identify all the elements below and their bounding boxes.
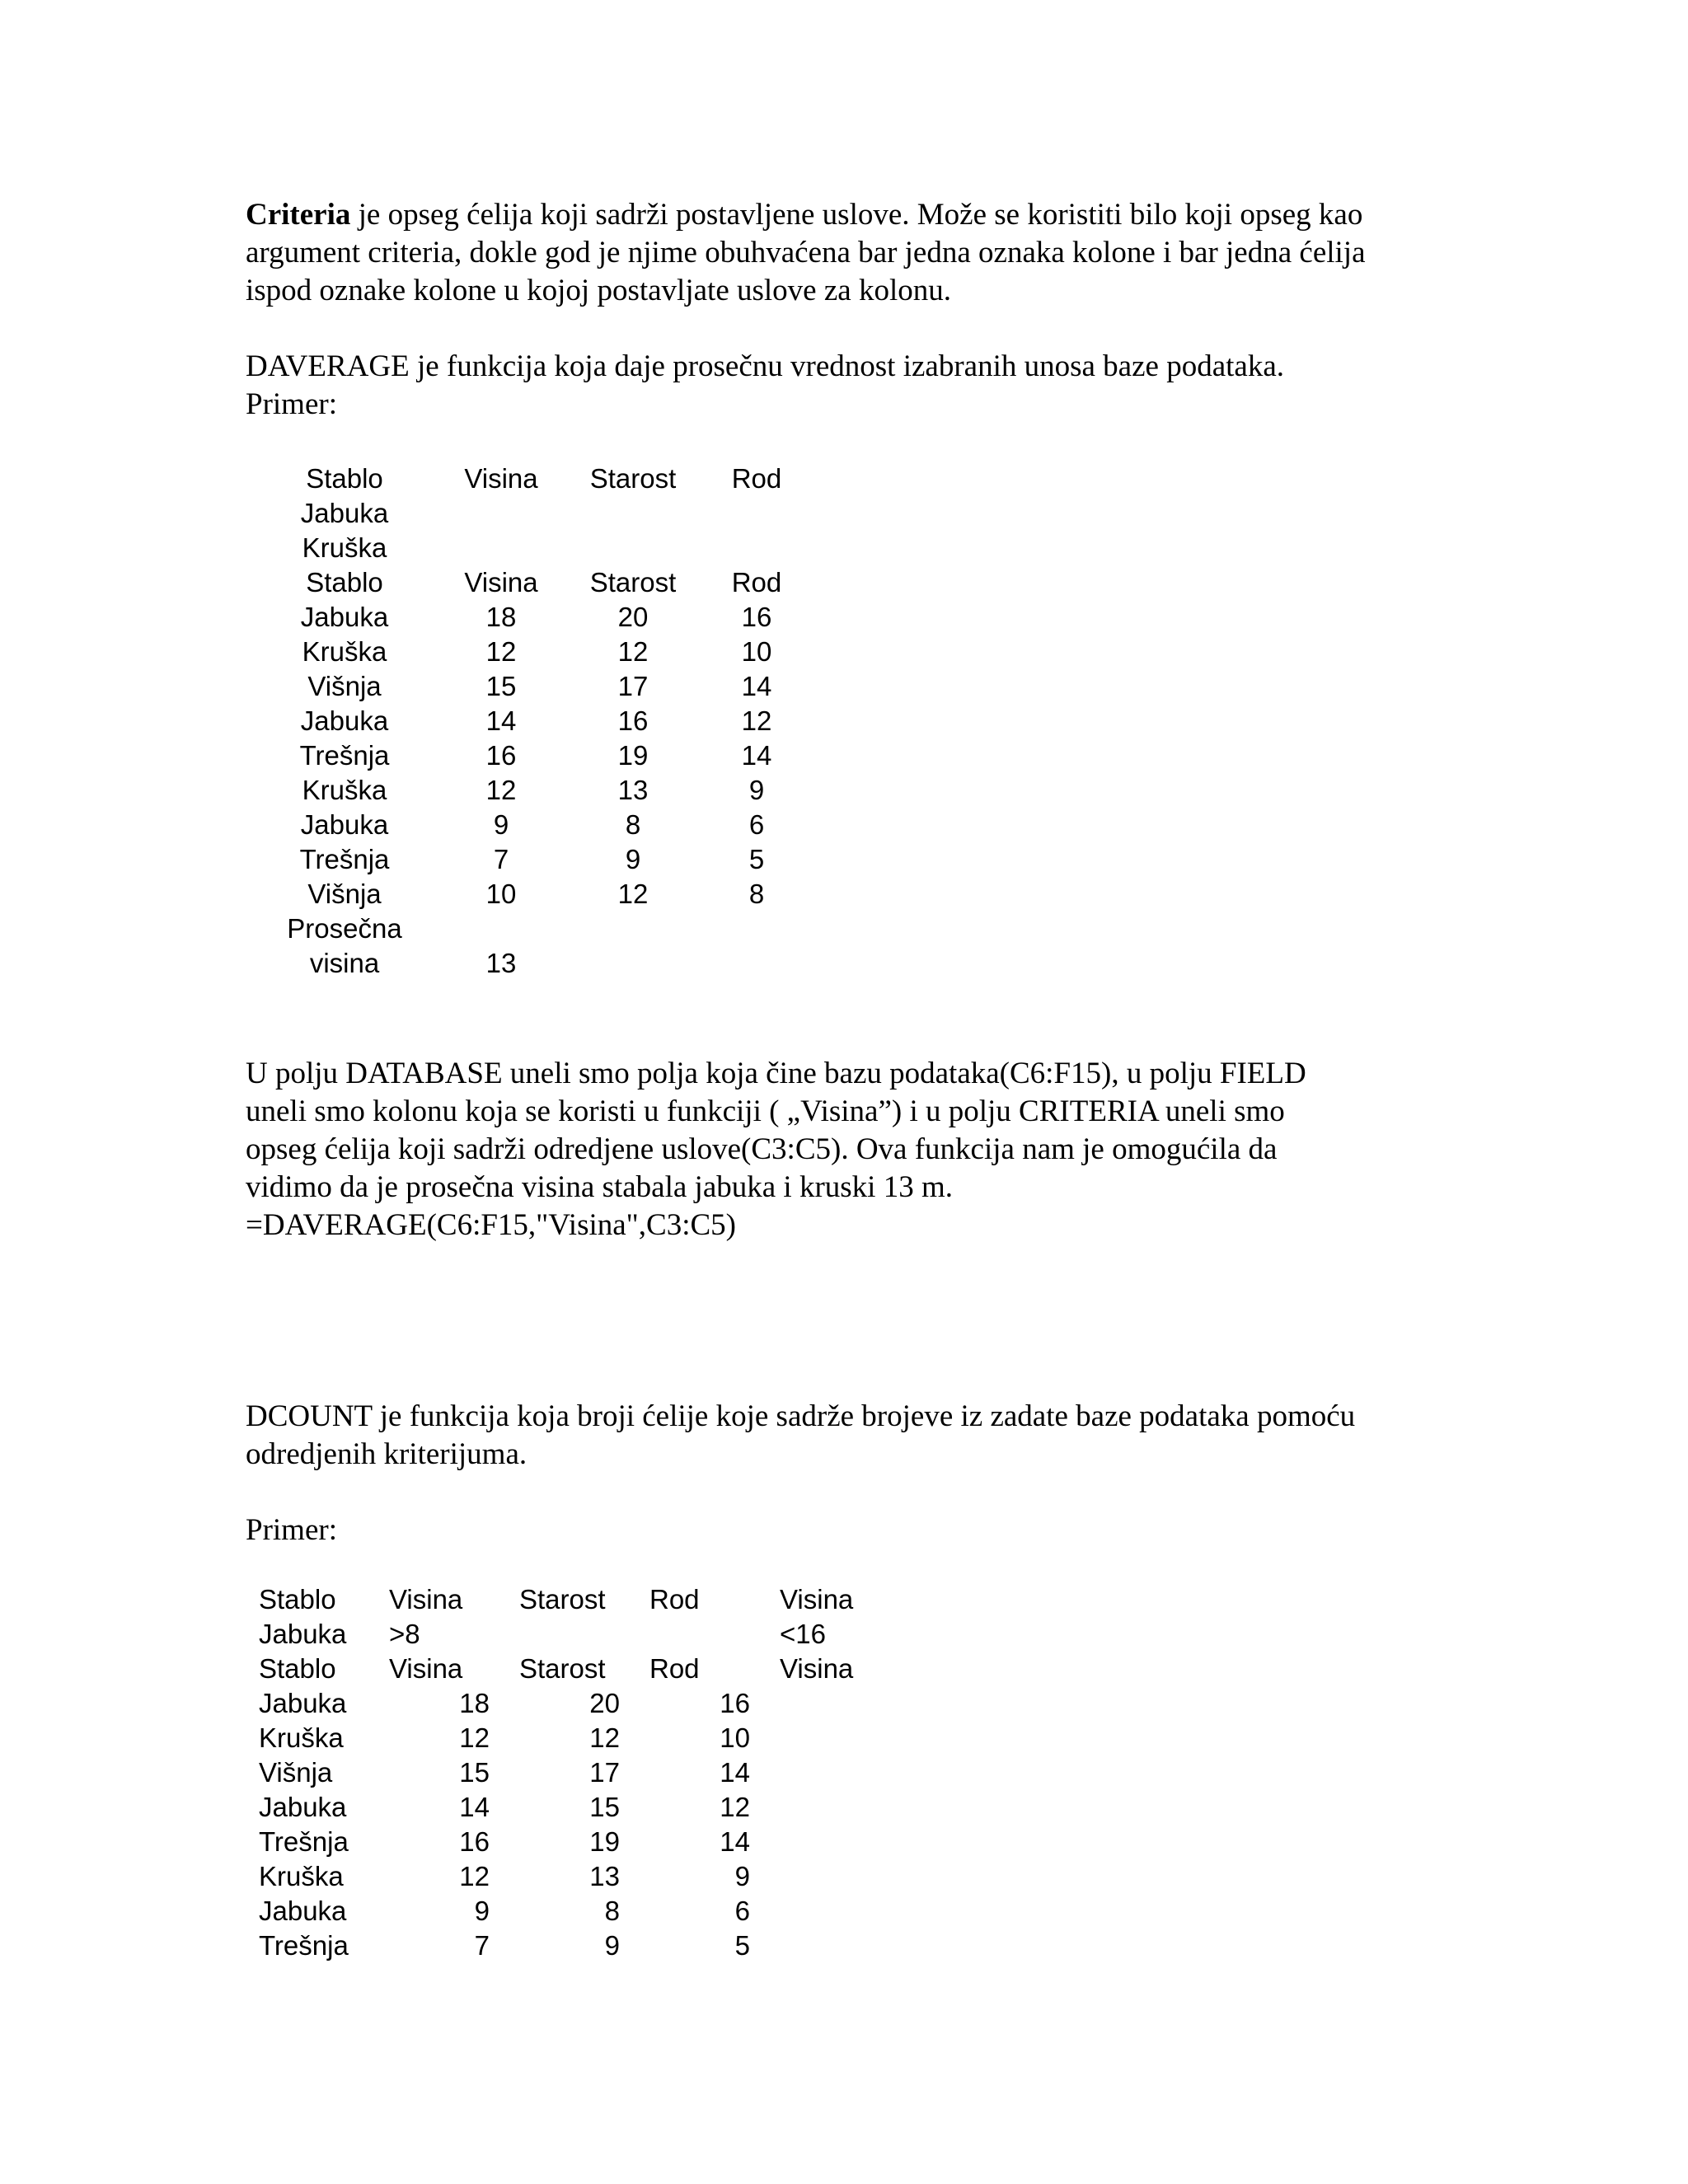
table-cell: Starost: [519, 1584, 606, 1615]
table-cell: Kruška: [302, 775, 387, 805]
result-label-1: Prosečna: [287, 913, 402, 944]
table-cell: 7: [474, 1930, 490, 1961]
table-cell: 17: [589, 1757, 620, 1788]
explanation-line-4: vidimo da je prosečna visina stabala jabuka i kruski 13 m.: [246, 1170, 953, 1204]
result-label: [279, 912, 410, 981]
explanation-line-1: U polju DATABASE uneli smo polja koja čine bazu podataka(C6:F15), u polju FIELD: [246, 1057, 1306, 1090]
table-cell: 10: [485, 879, 517, 909]
dcount-line-1: DCOUNT je funkcija koja broji ćelije koje sadrže brojeve iz zadate baze podataka pomoću: [246, 1399, 1356, 1433]
table-cell: Stablo: [306, 463, 383, 494]
table-cell: Višnja: [307, 671, 382, 701]
table-cell: Rod: [649, 1584, 700, 1615]
daverage-line-1: DAVERAGE je funkcija koja daje prosečnu vrednost izabranih unosa baze podataka.: [246, 349, 1284, 383]
table-cell: 12: [741, 705, 772, 736]
daverage-paragraph: [246, 348, 1482, 424]
dcount-primer: Primer:: [246, 1513, 337, 1547]
table-cell: 14: [485, 705, 517, 736]
criteria-term: Criteria: [246, 198, 351, 232]
table-cell: 15: [589, 1792, 620, 1822]
dcount-line-2: odredjenih kriterijuma.: [246, 1437, 528, 1471]
table-cell: Stablo: [259, 1653, 336, 1684]
table-cell: 8: [748, 879, 765, 909]
table-cell: Kruška: [259, 1861, 344, 1891]
table-cell: Visina: [464, 463, 538, 494]
table-cell: 10: [720, 1722, 750, 1753]
table-cell: Kruška: [302, 636, 387, 667]
formula: =DAVERAGE(C6:F15,"Visina",C3:C5): [246, 1208, 736, 1242]
table-cell: 12: [589, 1722, 620, 1753]
table-cell: 9: [493, 809, 509, 840]
table-cell: 12: [485, 636, 517, 667]
table-cell: 20: [589, 1688, 620, 1718]
table-cell: Jabuka: [300, 705, 389, 736]
table-cell: Rod: [649, 1653, 700, 1684]
table-cell: Visina: [389, 1653, 463, 1684]
table-cell: 16: [459, 1826, 490, 1857]
table-cell: 14: [720, 1757, 750, 1788]
table-cell: 20: [617, 602, 649, 632]
table-cell: 8: [625, 809, 641, 840]
table-cell: 12: [459, 1722, 490, 1753]
table-cell: 18: [485, 602, 517, 632]
table-cell: 13: [589, 1861, 620, 1891]
table-cell: Rod: [731, 463, 782, 494]
table-cell: Trešnja: [299, 844, 390, 874]
table-cell: 14: [741, 671, 772, 701]
table-cell: 16: [741, 602, 772, 632]
table-cell: Trešnja: [299, 740, 390, 771]
table-cell: 14: [720, 1826, 750, 1857]
table-cell: 16: [485, 740, 517, 771]
table-cell: 7: [493, 844, 509, 874]
table-cell: 14: [741, 740, 772, 771]
table-cell: Starost: [589, 463, 677, 494]
table-cell: 12: [720, 1792, 750, 1822]
table-cell: Rod: [731, 567, 782, 598]
table-cell: 9: [604, 1930, 620, 1961]
table-cell: 19: [617, 740, 649, 771]
criteria-paragraph: [246, 196, 1482, 310]
table-cell: Višnja: [307, 879, 382, 909]
table-cell: 12: [485, 775, 517, 805]
criteria-line-1-text: je opseg ćelija koji sadrži postavljene uslove. Može se koristiti bilo koji opseg kao: [350, 198, 1363, 232]
dcount-primer-paragraph: [246, 1511, 1482, 1549]
table-cell: 15: [459, 1757, 490, 1788]
table-cell: <16: [780, 1619, 826, 1649]
table-cell: Trešnja: [259, 1826, 349, 1857]
table-cell: Jabuka: [300, 602, 389, 632]
table-cell: Jabuka: [259, 1896, 347, 1926]
table-cell: Jabuka: [259, 1688, 347, 1718]
table-cell: 9: [748, 775, 765, 805]
table-cell: 8: [604, 1896, 620, 1926]
table-cell: 6: [748, 809, 765, 840]
criteria-line-1: [246, 196, 1482, 234]
criteria-line-2: argument criteria, dokle god je njime obuhvaćena bar jedna oznaka kolone i bar jedna ćelija: [246, 236, 1366, 269]
table-cell: Starost: [589, 567, 677, 598]
table-cell: Kruška: [302, 532, 387, 563]
table-cell: 12: [459, 1861, 490, 1891]
table-cell: 16: [720, 1688, 750, 1718]
table-cell: Visina: [780, 1653, 854, 1684]
table-cell: Jabuka: [300, 498, 389, 528]
result-value: 13: [485, 948, 517, 978]
table-cell: 10: [741, 636, 772, 667]
dcount-paragraph: [246, 1398, 1482, 1474]
explanation-line-3: opseg ćelija koji sadrži odredjene uslove(C3:C5). Ova funkcija nam je omogućila da: [246, 1132, 1278, 1166]
table-cell: >8: [389, 1619, 420, 1649]
table-cell: 18: [459, 1688, 490, 1718]
table-cell: 9: [474, 1896, 490, 1926]
table-cell: 17: [617, 671, 649, 701]
table-cell: 12: [617, 636, 649, 667]
table-cell: 14: [459, 1792, 490, 1822]
table-cell: Jabuka: [259, 1792, 347, 1822]
table-cell: 9: [734, 1861, 750, 1891]
table-cell: Kruška: [259, 1722, 344, 1753]
table-cell: Višnja: [259, 1757, 333, 1788]
table-cell: Jabuka: [300, 809, 389, 840]
table-cell: Trešnja: [259, 1930, 349, 1961]
table-cell: Jabuka: [259, 1619, 347, 1649]
explanation-paragraph: [246, 1055, 1482, 1244]
table-cell: Visina: [780, 1584, 854, 1615]
table-cell: 16: [617, 705, 649, 736]
table-cell: 19: [589, 1826, 620, 1857]
table-cell: Visina: [464, 567, 538, 598]
table-cell: Starost: [519, 1653, 606, 1684]
table-cell: 13: [617, 775, 649, 805]
table-cell: 15: [485, 671, 517, 701]
table-cell: 9: [625, 844, 641, 874]
table-cell: Stablo: [259, 1584, 336, 1615]
daverage-primer: Primer:: [246, 387, 337, 421]
table-cell: Stablo: [306, 567, 383, 598]
criteria-line-3: ispod oznake kolone u kojoj postavljate uslove za kolonu.: [246, 274, 951, 307]
table-cell: 12: [617, 879, 649, 909]
table-cell: 5: [734, 1930, 750, 1961]
table-cell: 5: [748, 844, 765, 874]
explanation-line-2: uneli smo kolonu koja se koristi u funkciji ( „Visina”) i u polju CRITERIA uneli smo: [246, 1094, 1285, 1128]
table-cell: 6: [734, 1896, 750, 1926]
table-cell: Visina: [389, 1584, 463, 1615]
result-label-2: visina: [309, 948, 380, 978]
